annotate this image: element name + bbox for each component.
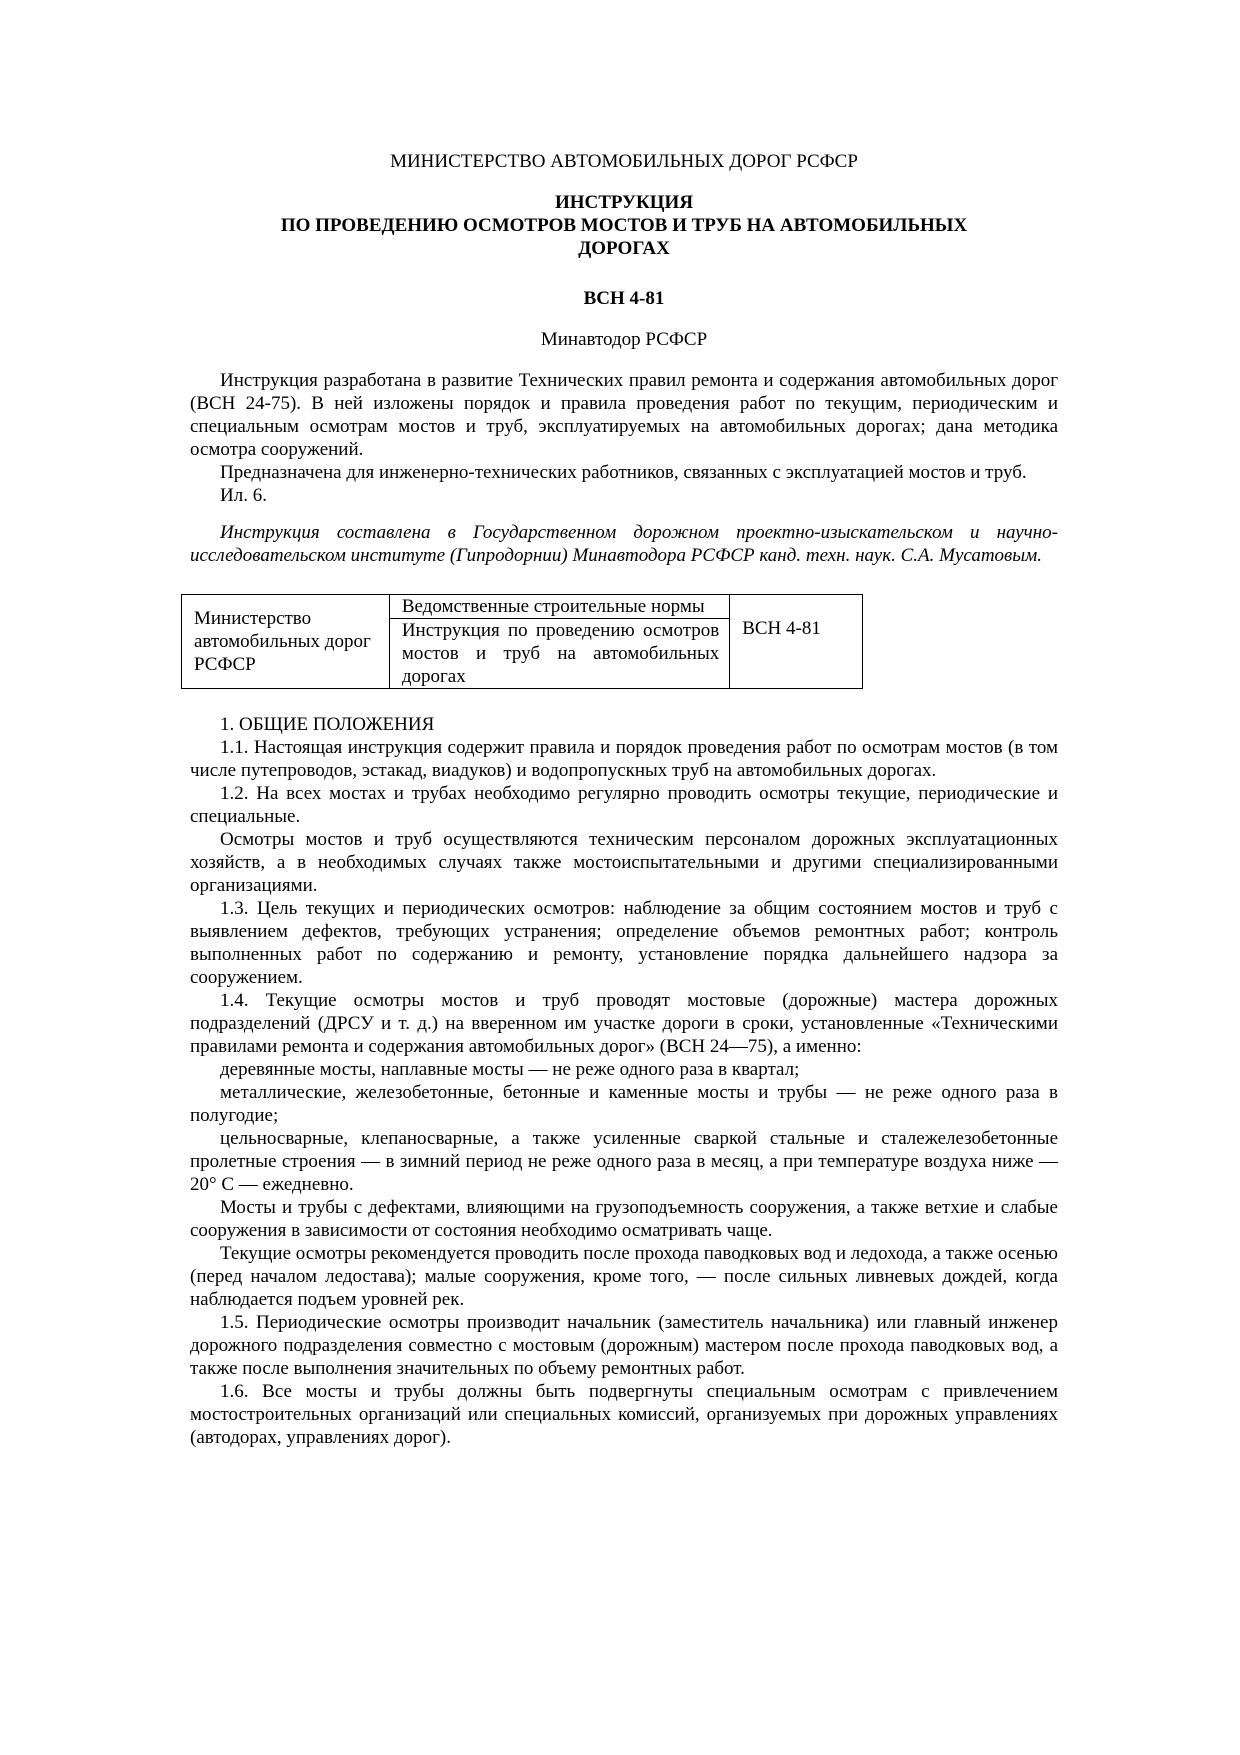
abstract-paragraph-2: Предназначена для инженерно-технических работников, связанных с эксплуатацией мостов и труб. — [220, 462, 1027, 483]
author-credit: Инструкция составлена в Государственном дорожном проектно-изыскательском и научно-исследовательском институте (Гипродорнии) Минавтодора РСФСР канд. техн. наук. С.А. Мусатовым. — [190, 522, 1058, 566]
section-paragraph: Текущие осмотры рекомендуется проводить после прохода паводковых вод и ледохода, а также осенью (перед началом ледостава); малые сооружения, кроме того, — после сильных ливневых дождей, когда наблюдается подъем уровней рек. — [190, 1243, 1058, 1310]
document-page — [190, 140, 1058, 1449]
abstract-paragraph-1: Инструкция разработана в развитие Технических правил ремонта и содержания автомобильных дорог (ВСН 24-75). В ней изложены порядок и правила проведения работ по текущим, периодическим и специальным осмотрам мостов и труб, эксплуатируемых на автомобильных дорогах; дана методика осмотра сооружений. — [190, 370, 1058, 460]
section-paragraph: 1.3. Цель текущих и периодических осмотров: наблюдение за общим состоянием мостов и труб с выявлением дефектов, требующих устранения; определение объемов ремонтных работ; контроль выполненных работ по содержанию и ремонту, установление порядка дальнейшего надзора за сооружением. — [190, 898, 1058, 988]
table-ministry-cell: Министерство автомобильных дорог РСФСР — [182, 595, 390, 689]
section-paragraph: Осмотры мостов и труб осуществляются техническим персоналом дорожных эксплуатационных хозяйств, а в необходимых случаях также мостоиспытательными и другими специализированными организациями. — [190, 829, 1058, 896]
section-paragraph: 1.2. На всех мостах и трубах необходимо регулярно проводить осмотры текущие, периодические и специальные. — [190, 783, 1058, 827]
section-paragraph: 1.1. Настоящая инструкция содержит правила и порядок проведения работ по осмотрам мостов (в том числе путепроводов, эстакад, виадуков) и водопропускных труб на автомобильных дорогах. — [190, 737, 1058, 781]
section-paragraph: металлические, железобетонные, бетонные и каменные мосты и трубы — не реже одного раза в полугодие; — [190, 1082, 1058, 1126]
section-paragraph: 1.4. Текущие осмотры мостов и труб проводят мостовые (дорожные) мастера дорожных подразделений (ДРСУ и т. д.) на вверенном им участке дороги в сроки, установленные «Техническими правилами ремонта и содержания автомобильных дорог» (ВСН 24—75), а именно: — [190, 990, 1058, 1057]
table-code-text: ВСН 4-81 — [742, 618, 821, 639]
organization: Минавтодор РСФСР — [540, 329, 708, 350]
title-line-2: ПО ПРОВЕДЕНИЮ ОСМОТРОВ МОСТОВ И ТРУБ НА АВТОМОБИЛЬНЫХ — [280, 215, 968, 236]
section-title: 1. ОБЩИЕ ПОЛОЖЕНИЯ — [220, 714, 435, 735]
ministry-header: МИНИСТЕРСТВО АВТОМОБИЛЬНЫХ ДОРОГ РСФСР — [390, 151, 858, 172]
section-paragraph: 1.6. Все мосты и трубы должны быть подвергнуты специальным осмотрам с привлечением мостостроительных организаций или специальных комиссий, организуемых при дорожных управлениях (автодорах, управлениях дорог). — [190, 1381, 1058, 1448]
title-line-3: ДОРОГАХ — [578, 238, 670, 259]
section-paragraph: цельносварные, клепаносварные, а также усиленные сваркой стальные и сталежелезобетонные пролетные строения — в зимний период не реже одного раза в месяц, а при температуре воздуха ниже — 20° С — ежедневно. — [190, 1128, 1058, 1195]
document-title — [190, 191, 1058, 260]
table-norms-cell: Ведомственные строительные нормы — [389, 595, 729, 619]
section-paragraph: 1.5. Периодические осмотры производит начальник (заместитель начальника) или главный инженер дорожного подразделения совместно с мостовым (дорожным) мастером после прохода паводковых вод, а также после выполнения значительных по объему ремонтных работ. — [190, 1312, 1058, 1379]
table-code-cell — [730, 595, 863, 689]
abstract-illustrations: Ил. 6. — [220, 485, 267, 506]
section-paragraph: деревянные мосты, наплавные мосты — не реже одного раза в квартал; — [220, 1059, 800, 1080]
section-paragraph: Мосты и трубы с дефектами, влияющими на грузоподъемность сооружения, а также ветхие и слабые сооружения в зависимости от состояния необходимо осматривать чаще. — [190, 1197, 1058, 1241]
document-code: ВСН 4-81 — [583, 288, 665, 309]
table-instruction-cell: Инструкция по проведению осмотров мостов и труб на автомобильных дорогах — [389, 619, 729, 689]
title-line-1: ИНСТРУКЦИЯ — [554, 192, 694, 213]
standard-header-table — [181, 594, 863, 689]
